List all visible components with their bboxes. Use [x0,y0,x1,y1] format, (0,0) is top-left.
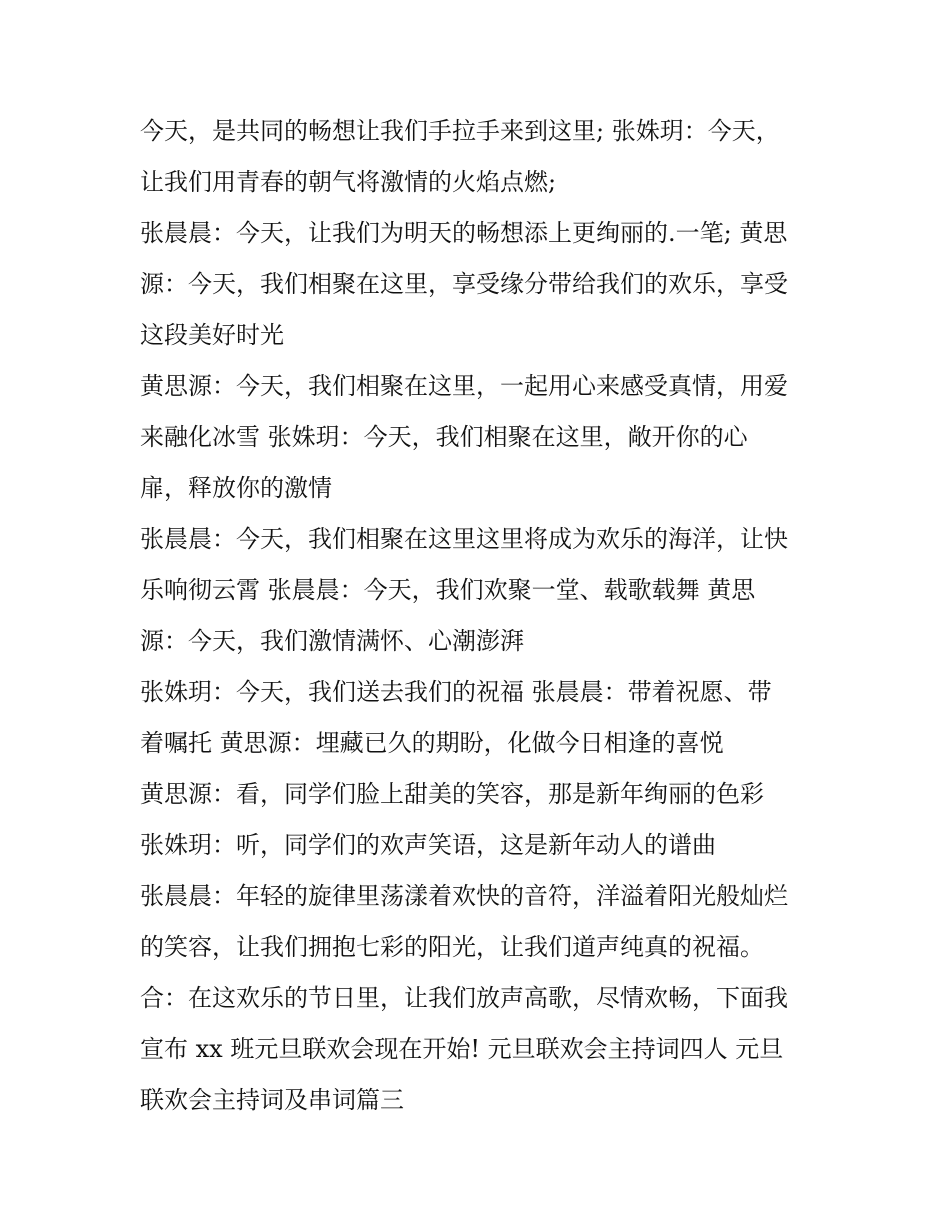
text-line: 乐响彻云霄 张晨晨：今天，我们欢聚一堂、载歌载舞 黄思 [140,576,756,604]
text-line: 源：今天，我们相聚在这里，享受缘分带给我们的欢乐，享受 [140,270,788,298]
text-line: 扉，释放你的激情 [140,474,332,502]
text-line: 今天，是共同的畅想让我们手拉手来到这里; 张姝玥：今天， [140,117,780,145]
text-line: 宣布 xx 班元旦联欢会现在开始! 元旦联欢会主持词四人 元旦 [140,1035,784,1063]
text-line: 张姝玥：今天，我们送去我们的祝福 张晨晨：带着祝愿、带 [140,678,772,706]
text-line: 张晨晨：年轻的旋律里荡漾着欢快的音符，洋溢着阳光般灿烂 [140,882,788,910]
text-line: 来融化冰雪 张姝玥：今天，我们相聚在这里，敞开你的心 [140,423,748,451]
text-line: 张姝玥：听，同学们的欢声笑语，这是新年动人的谱曲 [140,831,716,859]
text-line: 让我们用青春的朝气将激情的火焰点燃; [140,168,557,196]
text-line: 合：在这欢乐的节日里，让我们放声高歌，尽情欢畅，下面我 [140,984,788,1012]
text-line: 联欢会主持词及串词篇三 [140,1086,404,1114]
text-line: 的笑容，让我们拥抱七彩的阳光，让我们道声纯真的祝福。 [140,933,764,961]
text-line: 张晨晨：今天，我们相聚在这里这里将成为欢乐的海洋，让快 [140,525,788,553]
text-line: 黄思源：今天，我们相聚在这里，一起用心来感受真情，用爱 [140,372,788,400]
text-line: 这段美好时光 [140,321,284,349]
document-body [140,106,830,1126]
text-line: 黄思源：看，同学们脸上甜美的笑容，那是新年绚丽的色彩 [140,780,764,808]
text-line: 张晨晨：今天，让我们为明天的畅想添上更绚丽的.一笔; 黄思 [140,219,788,247]
text-line: 着嘱托 黄思源：埋藏已久的期盼，化做今日相逢的喜悦 [140,729,724,757]
text-line: 源：今天，我们激情满怀、心潮澎湃 [140,627,524,655]
